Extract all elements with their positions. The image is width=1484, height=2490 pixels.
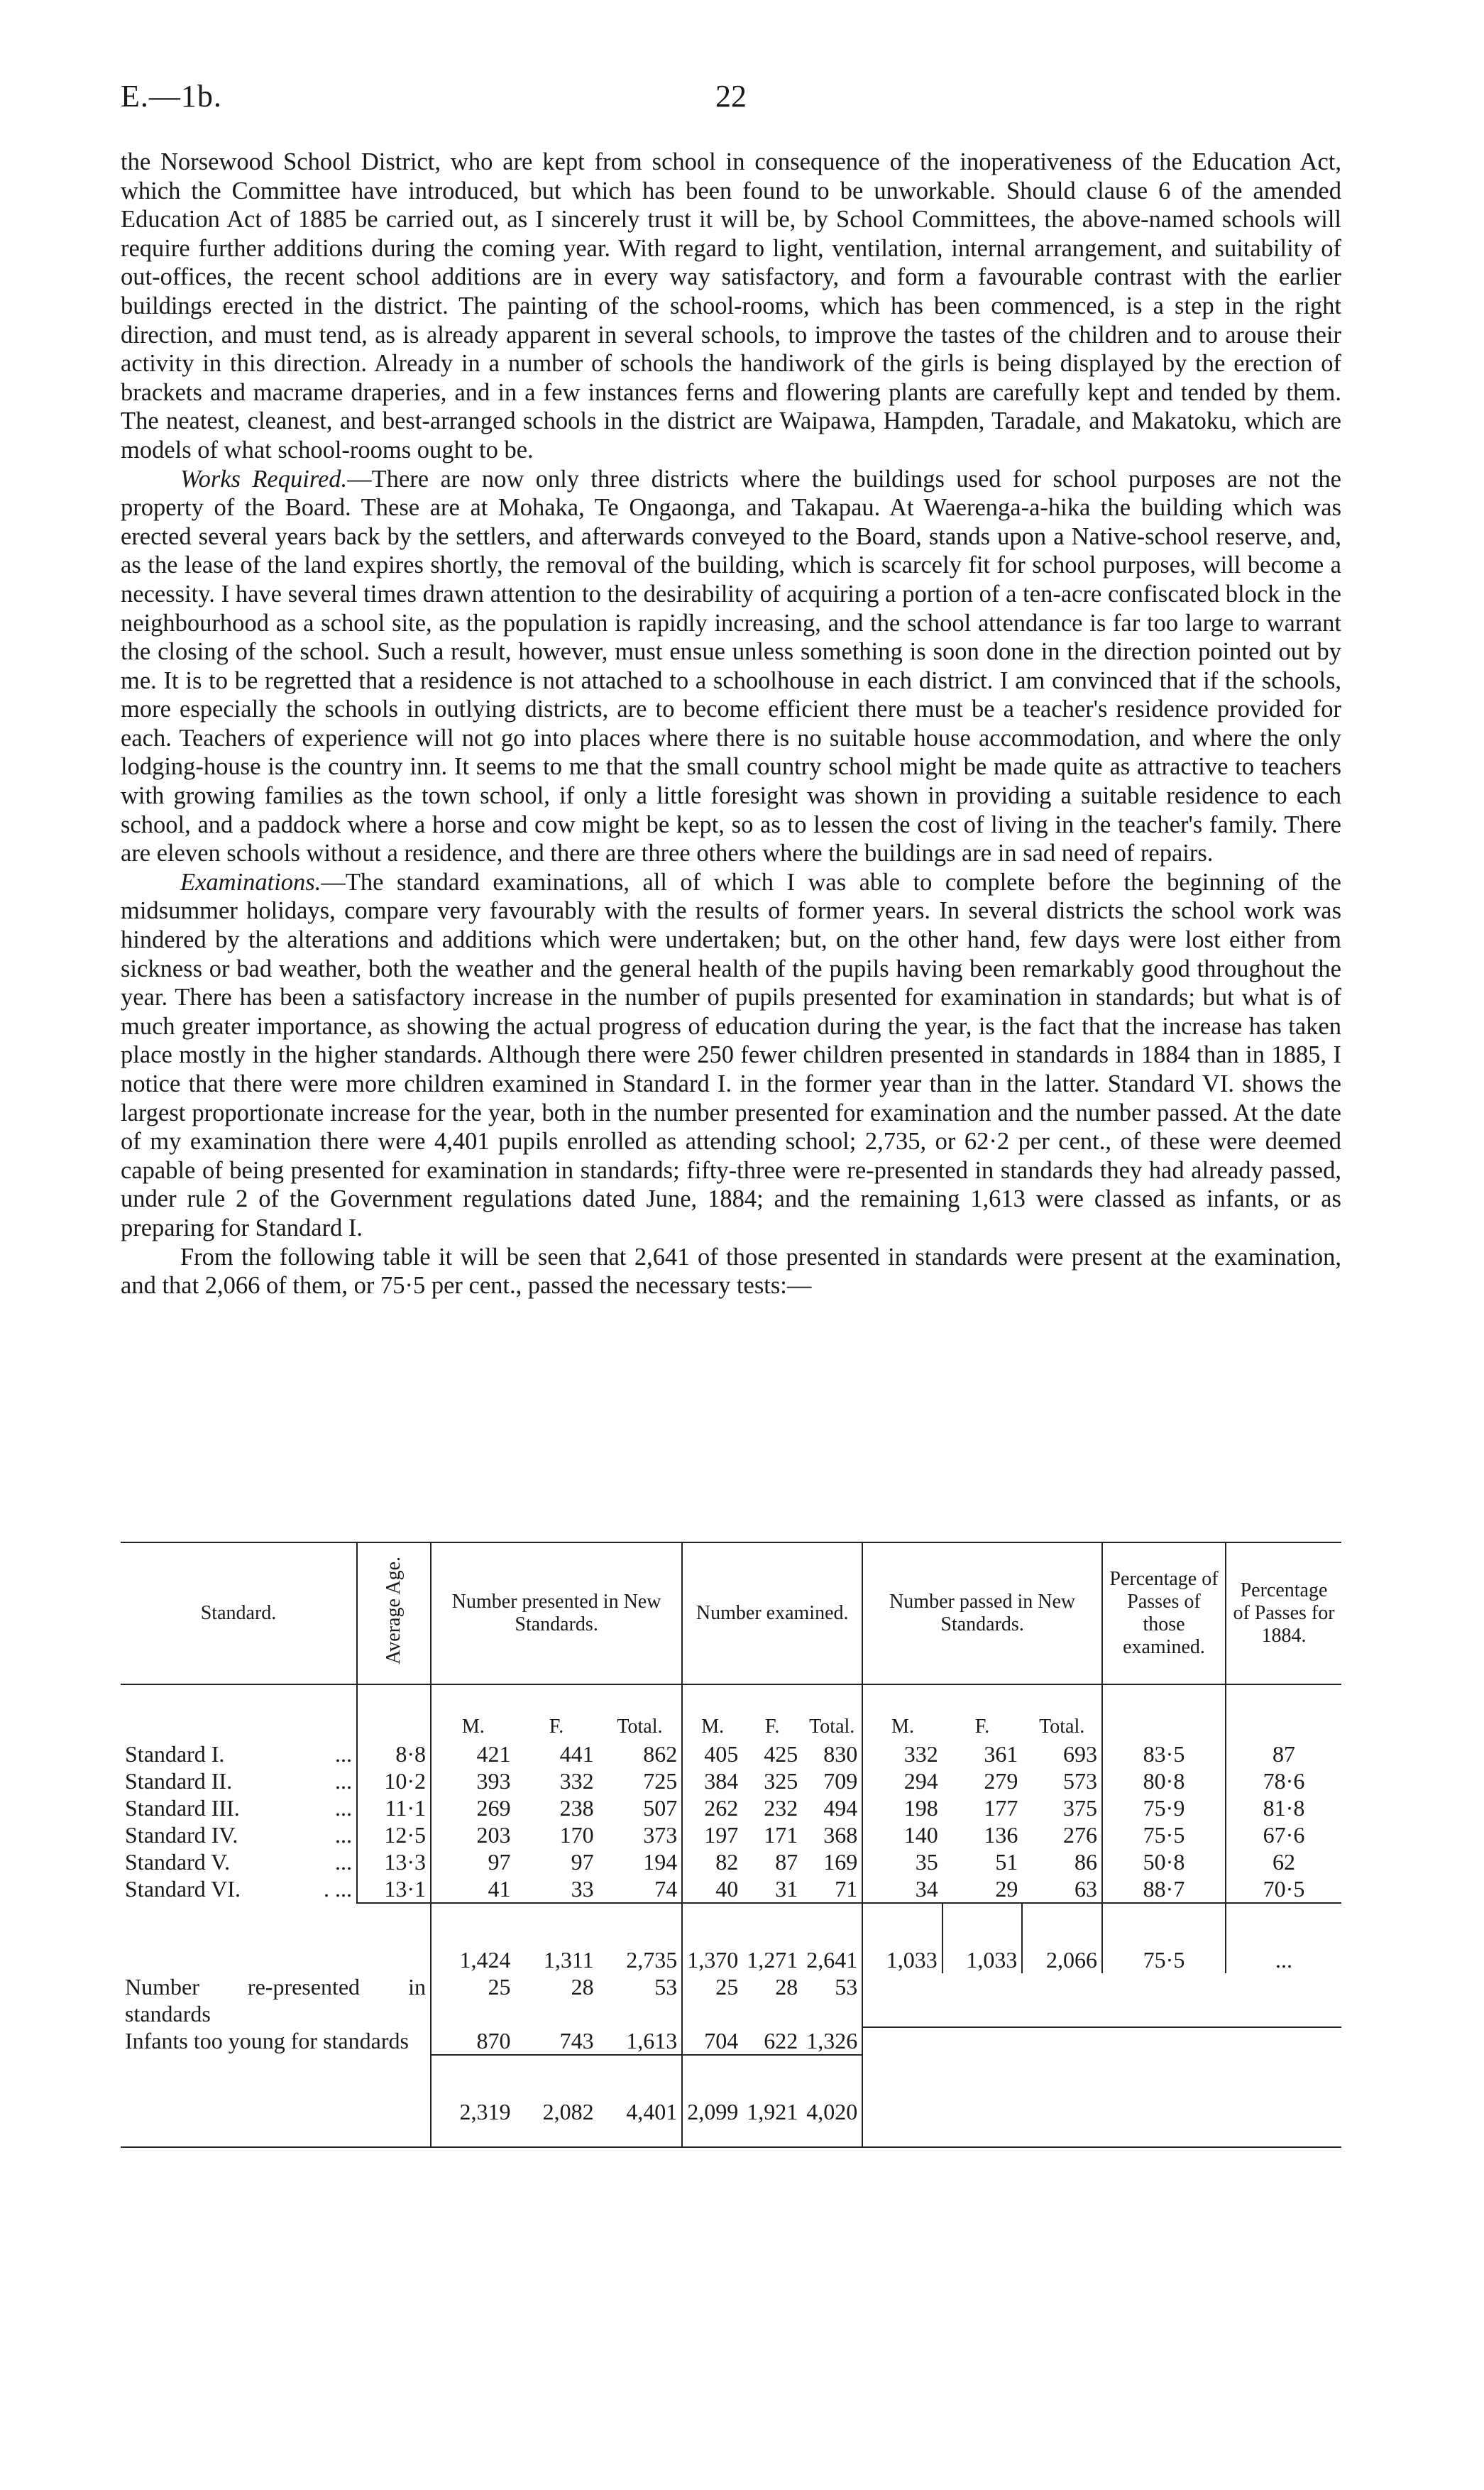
- cell: 743: [559, 2028, 594, 2053]
- header-total: Total.: [1022, 1684, 1102, 1740]
- cell: 169: [802, 1848, 862, 1875]
- cell: 1,033: [862, 1903, 942, 1973]
- cell: 622: [764, 2028, 798, 2053]
- cell: 136: [984, 1822, 1018, 1848]
- paragraph-works-required: [121, 465, 1341, 868]
- header-m: M.: [891, 1716, 914, 1738]
- cell: 83·5: [1102, 1740, 1226, 1767]
- header-percentage-examined: Percentage of Passes of those examined.: [1102, 1542, 1226, 1684]
- cell: 862: [598, 1740, 683, 1767]
- cell: 97: [488, 1849, 511, 1875]
- cell: 2,319: [431, 2055, 515, 2147]
- cell: 53: [802, 1973, 862, 2027]
- cell: 4,401: [598, 2055, 683, 2147]
- row-label: Standard V.: [125, 1849, 231, 1875]
- cell: 279: [984, 1768, 1018, 1794]
- header-standard: Standard.: [121, 1542, 357, 1684]
- row-label: Infants too young for standards: [121, 2027, 431, 2055]
- cell: 269: [476, 1795, 511, 1821]
- cell: 41: [488, 1876, 511, 1902]
- cell: 88·7: [1102, 1875, 1226, 1903]
- cell: 1,326: [802, 2027, 862, 2055]
- cell: 704: [704, 2028, 739, 2053]
- cell: 2,099: [682, 2055, 742, 2147]
- cell: 34: [915, 1876, 938, 1902]
- paragraph-text: the Norsewood School District, who are kept from school in consequence of the inoperativeness of the Education Act, which the Committee have introduced, but which has been found to be unworkable. Should clause 6 of the amended Education Act of 1885 be carried out, as I sincerely trust it will be, by School Committees, the above-named schools will require further additions during the coming year. With regard to light, ventilation, internal arrangement, and suitability of out-offices, the recent school additions are in every way satisfactory, and form a favourable contrast with the earlier buildings erected in the district. The painting of the school-rooms, which has been commenced, is a step in the right direction, and must tend, as is already apparent in several schools, to improve the tastes of the children and to arouse their activity in this direction. Already in a number of schools the handiwork of the girls is being displayed by the erection of brackets and macrame draperies, and in a few instances ferns and flowering plants are carefully kept and tended by them. The neatest, cleanest, and best-arranged schools in the district are Waipawa, Hampden, Taradale, and Makatoku, which are models of what school-rooms ought to be.: [121, 148, 1341, 464]
- cell: 4,020: [802, 2055, 862, 2147]
- infants-row: [121, 2027, 1341, 2055]
- page-number: 22: [715, 79, 747, 114]
- header-f: F.: [974, 1716, 990, 1738]
- document-reference: E.—1b.: [121, 79, 222, 114]
- cell: 81·8: [1263, 1795, 1305, 1821]
- paragraph-text: —The standard examinations, all of which I was able to complete before the beginning of the midsummer holidays, compare very favourably with the results of former years. In several districts the school work was hindered by the alterations and additions which were undertaken; but, on the other hand, few days were lost either from sickness or bad weather, both the weather and the general health of the pupils having been remarkably good throughout the year. There has been a satisfactory increase in the number of pupils presented for examination in standards; but what is of much greater importance, as showing the actual progress of education during the year, is the fact that the increase has taken place mostly in the higher standards. Although there were 250 fewer children presented in standards in 1884 than in 1885, I notice that there were more children examined in Standard I. in the former year than in the latter. Standard VI. shows the largest proportionate increase for the year, both in the number presented for examination and the number passed. At the date of my examination there were 4,401 pupils enrolled as attending school; 2,735, or 62·2 per cent., of these were deemed capable of being presented for examination in standards; fifty-three were re-presented in standards they had already passed, under rule 2 of the Government regulations dated June, 1884; and the remaining 1,613 were classed as infants, or as preparing for Standard I.: [121, 868, 1341, 1241]
- cell: 709: [802, 1767, 862, 1794]
- subtotal-row: [121, 1903, 1341, 1973]
- cell: 494: [802, 1794, 862, 1821]
- cell: 63: [1022, 1875, 1102, 1903]
- cell: 28: [775, 1974, 798, 2000]
- cell: 71: [802, 1875, 862, 1903]
- header-total: Total.: [802, 1684, 862, 1740]
- grand-total-row: [121, 2055, 1341, 2147]
- cell: 28: [571, 1974, 594, 2000]
- cell: 1,424: [431, 1903, 515, 1973]
- represented-row: [121, 1973, 1341, 2027]
- row-label: Standard II.: [125, 1768, 233, 1794]
- subheader-row: [121, 1684, 1341, 1740]
- cell: 425: [764, 1741, 798, 1767]
- cell: 375: [1022, 1794, 1102, 1821]
- cell: 75·5: [1102, 1903, 1226, 1973]
- section-heading: Examinations.: [180, 868, 321, 896]
- header-average-age: Average Age.: [357, 1542, 431, 1684]
- header-examined: Number examined.: [682, 1542, 862, 1684]
- cell: 1,271: [742, 1903, 802, 1973]
- cell: 70·5: [1263, 1876, 1305, 1902]
- section-heading: Works Required.: [180, 465, 348, 493]
- cell: 33: [571, 1876, 594, 1902]
- paragraph-table-intro: [121, 1243, 1341, 1300]
- cell: 507: [598, 1794, 683, 1821]
- cell: 2,735: [598, 1903, 683, 1973]
- cell: 368: [802, 1821, 862, 1848]
- cell: 276: [1022, 1821, 1102, 1848]
- average-age: 12·5: [357, 1821, 431, 1848]
- header-f: F.: [765, 1716, 780, 1738]
- cell: 25: [488, 1974, 511, 2000]
- cell: 421: [476, 1741, 511, 1767]
- cell: 35: [915, 1849, 938, 1875]
- table-row: Standard V. ... 13·3 97 97 194 82 87 169 35 51 86 50·8 62: [121, 1848, 1341, 1875]
- row-label: Standard III.: [125, 1795, 240, 1821]
- table-row: Standard IV. ... 12·5 203 170 373 197 171 368 140 136 276 75·5 67·6: [121, 1821, 1341, 1848]
- page-header: [121, 78, 1341, 121]
- paragraph-1: [121, 148, 1341, 465]
- cell: 393: [476, 1768, 511, 1794]
- cell: 67·6: [1263, 1822, 1305, 1848]
- cell: 80·8: [1102, 1767, 1226, 1794]
- cell: 25: [715, 1974, 739, 2000]
- cell: 50·8: [1102, 1848, 1226, 1875]
- cell: 294: [903, 1768, 938, 1794]
- cell: 325: [764, 1768, 798, 1794]
- header-presented: Number presented in New Standards.: [431, 1542, 682, 1684]
- cell: 1,613: [598, 2027, 683, 2055]
- cell: 384: [704, 1768, 739, 1794]
- cell: 51: [995, 1849, 1018, 1875]
- average-age: 13·1: [357, 1875, 431, 1903]
- cell: 62: [1273, 1849, 1295, 1875]
- cell: 1,311: [515, 1903, 598, 1973]
- cell: 725: [598, 1767, 683, 1794]
- paragraph-examinations: [121, 868, 1341, 1243]
- header-percentage-1884: Percentage of Passes for 1884.: [1233, 1579, 1335, 1647]
- examination-table: [121, 1542, 1341, 2148]
- cell: 332: [559, 1768, 594, 1794]
- cell: 1,033: [942, 1903, 1023, 1973]
- cell: 87: [1273, 1741, 1295, 1767]
- cell: 2,641: [802, 1903, 862, 1973]
- header-m: M.: [701, 1716, 725, 1738]
- row-label: Standard IV.: [125, 1822, 238, 1848]
- cell: 2,066: [1022, 1903, 1102, 1973]
- row-label: Number re-presented in standards: [121, 1973, 431, 2027]
- average-age: 11·1: [357, 1794, 431, 1821]
- cell: 75·5: [1102, 1821, 1226, 1848]
- cell: 1,921: [742, 2055, 802, 2147]
- cell: 74: [598, 1875, 683, 1903]
- average-age: 8·8: [357, 1740, 431, 1767]
- paragraph-text: —There are now only three districts where the buildings used for school purposes are not the property of the Board. These are at Mohaka, Te Ongaonga, and Takapau. At Waerenga-a-hika the building which was erected several years back by the settlers, and afterwards conveyed to the Board, stands upon a Native-school reserve, and, as the lease of the land expires shortly, the removal of the building, which is scarcely fit for school purposes, will become a necessity. I have several times drawn attention to the desirability of acquiring a portion of a ten-acre confiscated block in the neighbourhood as a school site, as the population is rapidly increasing, and the school attendance is far too large to warrant the closing of the school. Such a result, however, must ensue unless something is soon done in the direction pointed out by me. It is to be regretted that a residence is not attached to a schoolhouse in each district. I am convinced that if the schools, more especially the schools in outlying districts, are to become efficient there must be a teacher's residence provided for each. Teachers of experience will not go into places where there is no suitable house accommodation, and where the only lodging-house is the country inn. It seems to me that the small country school might be made quite as attractive to teachers with growing families as the town school, if only a little foresight was shown in providing a suitable residence to each school, and a paddock where a horse and cow might be kept, so as to lessen the cost of living in the teacher's family. There are eleven schools without a residence, and there are three others where the buildings are in sad need of repairs.: [121, 465, 1341, 867]
- cell: 405: [704, 1741, 739, 1767]
- cell: 86: [1022, 1848, 1102, 1875]
- cell: 830: [802, 1740, 862, 1767]
- cell: 29: [995, 1876, 1018, 1902]
- average-age: 13·3: [357, 1848, 431, 1875]
- cell: 870: [476, 2028, 511, 2053]
- cell: 197: [704, 1822, 739, 1848]
- table-row: Standard VI. . ... 13·1 41 33 74 40 31 71 34 29 63 88·7 70·5: [121, 1875, 1341, 1903]
- cell: 1,370: [682, 1903, 742, 1973]
- cell: 198: [903, 1795, 938, 1821]
- row-label: Standard I.: [125, 1741, 225, 1767]
- cell: 171: [764, 1822, 798, 1848]
- table-row: Standard III. ... 11·1 269 238 507 262 232 494 198 177 375 75·9 81·8: [121, 1794, 1341, 1821]
- cell: 87: [775, 1849, 798, 1875]
- cell: 31: [775, 1876, 798, 1902]
- cell: 262: [704, 1795, 739, 1821]
- cell: ...: [1226, 1903, 1341, 1973]
- cell: 177: [984, 1795, 1018, 1821]
- cell: 238: [559, 1795, 594, 1821]
- cell: 203: [476, 1822, 511, 1848]
- cell: 373: [598, 1821, 683, 1848]
- row-label: Standard VI.: [125, 1876, 241, 1902]
- cell: 693: [1022, 1740, 1102, 1767]
- cell: 78·6: [1263, 1768, 1305, 1794]
- cell: 232: [764, 1795, 798, 1821]
- cell: 82: [715, 1849, 739, 1875]
- cell: 361: [984, 1741, 1018, 1767]
- cell: 441: [559, 1741, 594, 1767]
- header-m: M.: [461, 1716, 485, 1738]
- cell: 53: [598, 1973, 683, 2027]
- average-age: 10·2: [357, 1767, 431, 1794]
- table-row: Standard I. ... 8·8 421 441 862 405 425 830 332 361 693 83·5 87: [121, 1740, 1341, 1767]
- paragraph-text: From the following table it will be seen that 2,641 of those presented in standards were present at the examination, and that 2,066 of them, or 75·5 per cent., passed the necessary tests:—: [121, 1243, 1341, 1300]
- cell: 194: [598, 1848, 683, 1875]
- header-total: Total.: [598, 1684, 683, 1740]
- cell: 40: [715, 1876, 739, 1902]
- cell: 97: [571, 1849, 594, 1875]
- cell: 573: [1022, 1767, 1102, 1794]
- header-f: F.: [549, 1716, 564, 1738]
- cell: 332: [903, 1741, 938, 1767]
- header-passed: Number passed in New Standards.: [862, 1542, 1102, 1684]
- cell: 140: [903, 1822, 938, 1848]
- cell: 2,082: [515, 2055, 598, 2147]
- body-text: [121, 148, 1341, 1300]
- table-row: Standard II. ... 10·2 393 332 725 384 325 709 294 279 573 80·8 78·6: [121, 1767, 1341, 1794]
- cell: 75·9: [1102, 1794, 1226, 1821]
- cell: 170: [559, 1822, 594, 1848]
